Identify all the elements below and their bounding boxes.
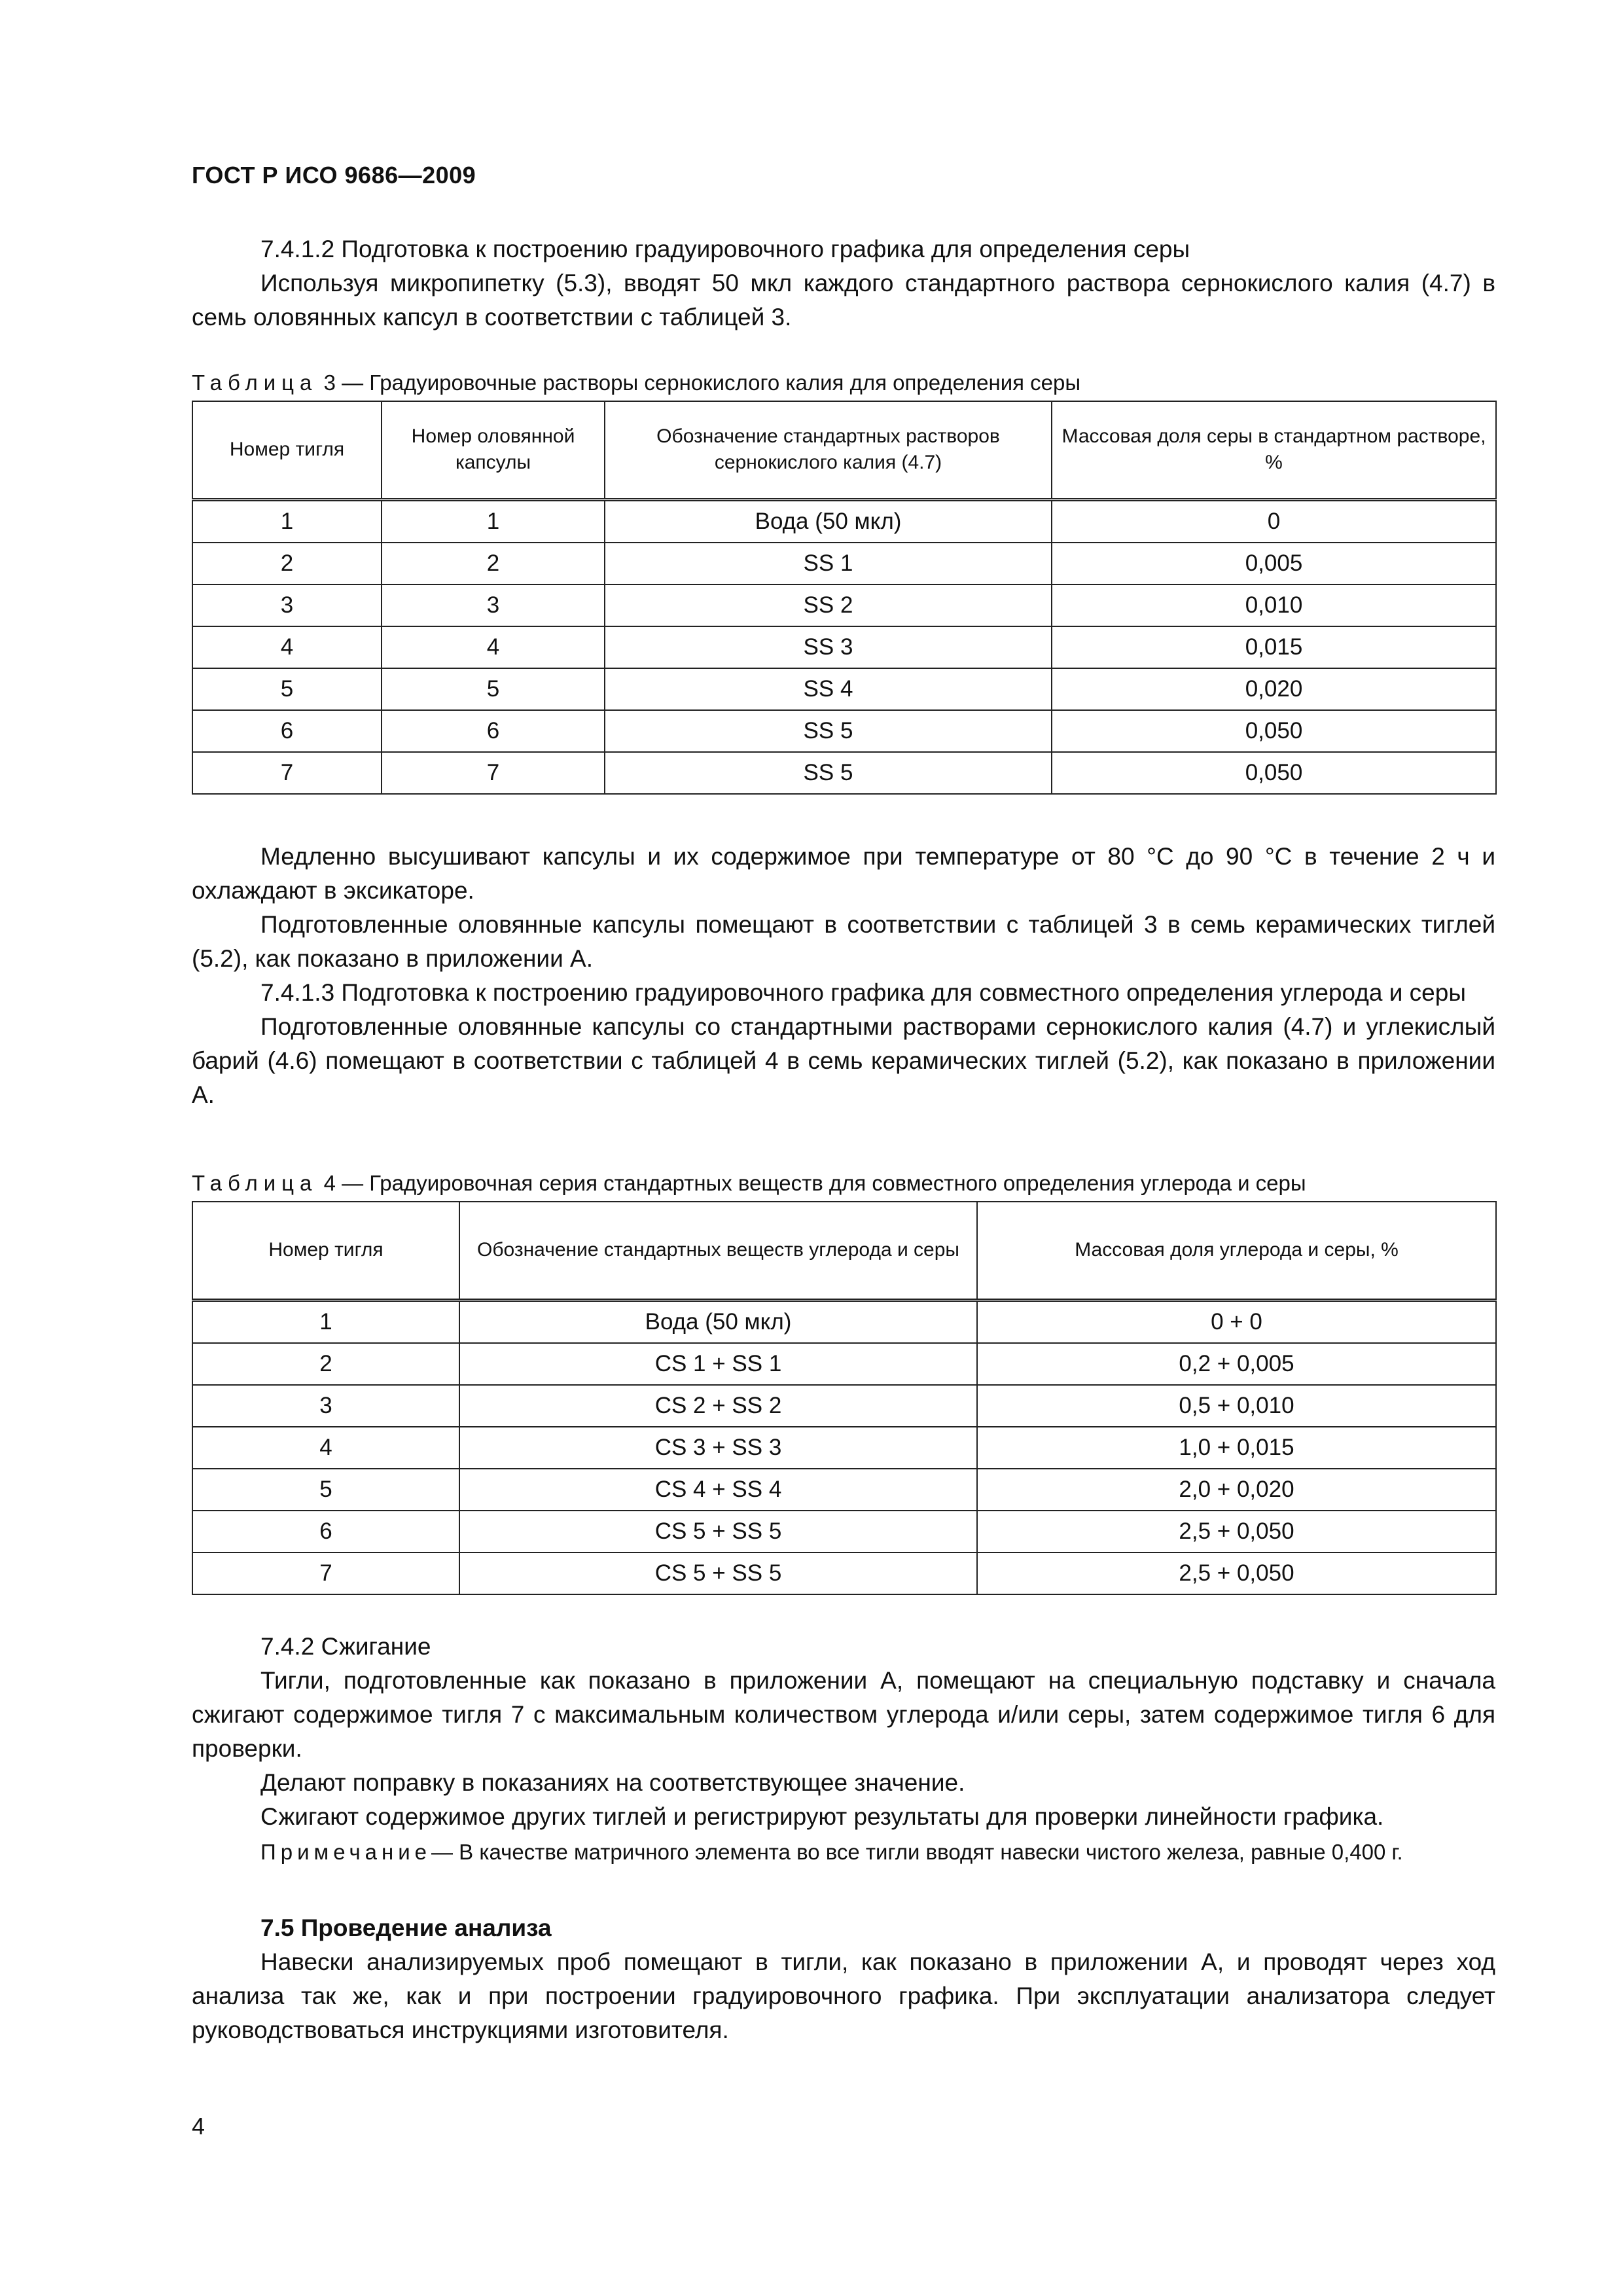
table-cell: 5 bbox=[192, 668, 382, 710]
table-row bbox=[192, 1552, 1496, 1594]
paragraph-7-4-2: 7.4.2 Сжигание bbox=[260, 1633, 431, 1660]
table-cell: CS 3 + SS 3 bbox=[459, 1427, 977, 1469]
table-3-header-row bbox=[192, 401, 1496, 499]
text-block-1 bbox=[192, 232, 1495, 334]
table-cell: CS 2 + SS 2 bbox=[459, 1385, 977, 1427]
table-cell: 4 bbox=[192, 626, 382, 668]
table-row bbox=[192, 710, 1496, 752]
table-3-caption-text: 3 — Градуировочные растворы сернокислого калия для определения серы bbox=[323, 370, 1081, 395]
paragraph-crucibles: Тигли, подготовленные как показано в приложении А, помещают на специальную подставку и сначала сжигают содержимое тигля 7 с максимальным количеством углерода и/или серы, затем содержимое тигля 6 для проверки. bbox=[192, 1667, 1495, 1762]
table-cell: Вода (50 мкл) bbox=[605, 499, 1052, 543]
table-3-caption bbox=[192, 370, 1495, 396]
table-4 bbox=[192, 1201, 1497, 1595]
table-cell: 4 bbox=[192, 1427, 459, 1469]
note-paragraph bbox=[192, 1838, 1495, 1867]
paragraph-analysis: Навески анализируемых проб помещают в тигли, как показано в приложении А, и проводят через ход анализа так же, как и при построении градуировочного графика. При эксплуатации анализатора следует руководствоваться инструкциями изготовителя. bbox=[192, 1948, 1495, 2043]
table-4-header-cell: Номер тигля bbox=[192, 1202, 459, 1300]
table-3-header-cell: Номер оловянной капсулы bbox=[382, 401, 605, 499]
table-4-caption bbox=[192, 1170, 1495, 1196]
paragraph-7-4-1-2: 7.4.1.2 Подготовка к построению градуировочного графика для определения серы bbox=[260, 236, 1190, 262]
table-cell: 0,5 + 0,010 bbox=[977, 1385, 1496, 1427]
paragraph-capsules-placement: Подготовленные оловянные капсулы помещают в соответствии с таблицей 3 в семь керамических тиглей (5.2), как показано в приложении А. bbox=[192, 911, 1495, 972]
table-cell: CS 1 + SS 1 bbox=[459, 1343, 977, 1385]
note-label: Примечание bbox=[260, 1840, 432, 1864]
table-cell: 7 bbox=[382, 752, 605, 794]
text-block-3 bbox=[192, 1630, 1495, 1834]
paragraph-burn-others: Сжигают содержимое других тиглей и регистрируют результаты для проверки линейности графика. bbox=[260, 1803, 1384, 1830]
section-title: 7.5 Проведение анализа bbox=[260, 1914, 552, 1941]
document-header: ГОСТ Р ИСО 9686—2009 bbox=[192, 162, 476, 188]
table-cell: 0,015 bbox=[1052, 626, 1496, 668]
table-cell: 2 bbox=[192, 543, 382, 584]
table-cell: 0,020 bbox=[1052, 668, 1496, 710]
table-cell: 5 bbox=[192, 1469, 459, 1511]
table-cell: 3 bbox=[192, 1385, 459, 1427]
table-row bbox=[192, 1385, 1496, 1427]
table-cell: SS 5 bbox=[605, 710, 1052, 752]
table-row bbox=[192, 1511, 1496, 1552]
table-cell: 2 bbox=[382, 543, 605, 584]
table-4-header-cell: Обозначение стандартных веществ углерода и серы bbox=[459, 1202, 977, 1300]
table-cell: SS 2 bbox=[605, 584, 1052, 626]
table-cell: 7 bbox=[192, 752, 382, 794]
table-row bbox=[192, 1343, 1496, 1385]
table-row bbox=[192, 543, 1496, 584]
table-cell: CS 4 + SS 4 bbox=[459, 1469, 977, 1511]
table-3 bbox=[192, 401, 1497, 795]
text-block-2 bbox=[192, 840, 1495, 1112]
paragraph-7-4-1-3: 7.4.1.3 Подготовка к построению градуировочного графика для совместного определения углерода и серы bbox=[260, 979, 1466, 1006]
table-row bbox=[192, 1469, 1496, 1511]
table-cell: SS 3 bbox=[605, 626, 1052, 668]
table-cell: 2,0 + 0,020 bbox=[977, 1469, 1496, 1511]
table-row bbox=[192, 1427, 1496, 1469]
table-cell: 6 bbox=[192, 1511, 459, 1552]
table-row bbox=[192, 668, 1496, 710]
paragraph-drying: Медленно высушивают капсулы и их содержимое при температуре от 80 °С до 90 °С в течение 2 ч и охлаждают в эксикаторе. bbox=[192, 843, 1495, 904]
table-row bbox=[192, 752, 1496, 794]
table-cell: 0,010 bbox=[1052, 584, 1496, 626]
table-4-caption-label: Таблица bbox=[192, 1171, 318, 1195]
table-cell: 0,2 + 0,005 bbox=[977, 1343, 1496, 1385]
table-cell: 0,050 bbox=[1052, 710, 1496, 752]
paragraph-correction: Делают поправку в показаниях на соответствующее значение. bbox=[260, 1769, 965, 1796]
table-cell: 6 bbox=[382, 710, 605, 752]
table-cell: 1 bbox=[382, 499, 605, 543]
table-row bbox=[192, 584, 1496, 626]
table-cell: 2,5 + 0,050 bbox=[977, 1552, 1496, 1594]
table-3-caption-label: Таблица bbox=[192, 370, 318, 395]
table-cell: 1,0 + 0,015 bbox=[977, 1427, 1496, 1469]
table-cell: 0,005 bbox=[1052, 543, 1496, 584]
table-cell: 2 bbox=[192, 1343, 459, 1385]
table-cell: CS 5 + SS 5 bbox=[459, 1511, 977, 1552]
table-cell: 1 bbox=[192, 499, 382, 543]
table-cell: 0 + 0 bbox=[977, 1300, 1496, 1343]
table-cell: CS 5 + SS 5 bbox=[459, 1552, 977, 1594]
table-cell: Вода (50 мкл) bbox=[459, 1300, 977, 1343]
table-cell: 6 bbox=[192, 710, 382, 752]
table-cell: 4 bbox=[382, 626, 605, 668]
table-cell: 5 bbox=[382, 668, 605, 710]
note bbox=[192, 1838, 1495, 1867]
table-3-header-cell: Обозначение стандартных растворов сернокислого калия (4.7) bbox=[605, 401, 1052, 499]
table-4-header-cell: Массовая доля углерода и серы, % bbox=[977, 1202, 1496, 1300]
table-cell: SS 4 bbox=[605, 668, 1052, 710]
table-row bbox=[192, 1300, 1496, 1343]
paragraph-micropipette: Используя микропипетку (5.3), вводят 50 мкл каждого стандартного раствора сернокислого калия (4.7) в семь оловянных капсул в соответствии с таблицей 3. bbox=[192, 270, 1495, 331]
table-cell: 2,5 + 0,050 bbox=[977, 1511, 1496, 1552]
table-cell: 1 bbox=[192, 1300, 459, 1343]
table-3-header-cell: Массовая доля серы в стандартном растворе, % bbox=[1052, 401, 1496, 499]
paragraph-prepared-capsules: Подготовленные оловянные капсулы со стандартными растворами сернокислого калия (4.7) и углекислый барий (4.6) помещают в соответствии с таблицей 4 в семь керамических тиглей (5.2), как показано в приложении А. bbox=[192, 1013, 1495, 1108]
table-row bbox=[192, 626, 1496, 668]
table-4-header-row bbox=[192, 1202, 1496, 1300]
table-cell: SS 5 bbox=[605, 752, 1052, 794]
table-3-header-cell: Номер тигля bbox=[192, 401, 382, 499]
table-cell: 0,050 bbox=[1052, 752, 1496, 794]
section-7-5 bbox=[192, 1911, 1495, 2047]
table-cell: SS 1 bbox=[605, 543, 1052, 584]
table-cell: 3 bbox=[382, 584, 605, 626]
note-text: — В качестве матричного элемента во все тигли вводят навески чистого железа, равные 0,400 г. bbox=[431, 1840, 1403, 1864]
page-number: 4 bbox=[192, 2113, 205, 2140]
table-cell: 0 bbox=[1052, 499, 1496, 543]
table-cell: 3 bbox=[192, 584, 382, 626]
table-4-caption-text: 4 — Градуировочная серия стандартных веществ для совместного определения углерода и серы bbox=[323, 1171, 1306, 1195]
table-cell: 7 bbox=[192, 1552, 459, 1594]
table-row bbox=[192, 499, 1496, 543]
